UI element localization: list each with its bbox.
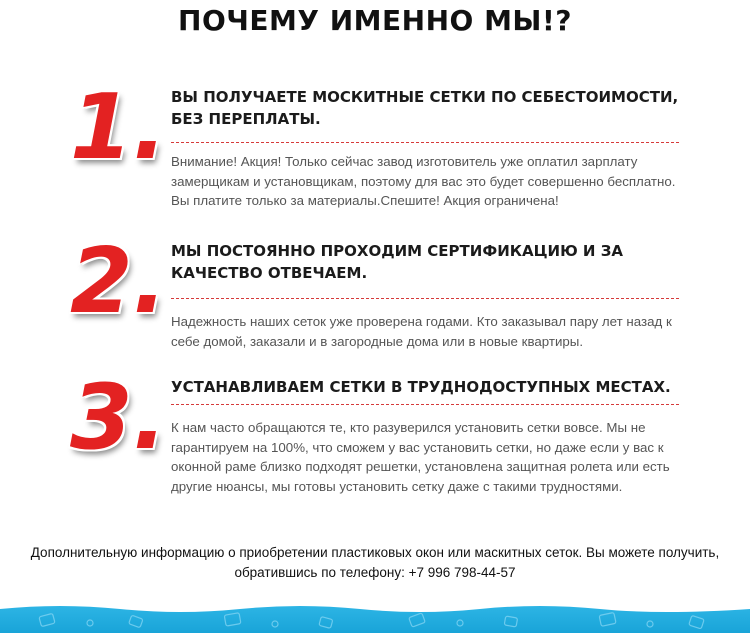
item-number: 3. [70, 365, 167, 470]
item-number: 1. [70, 75, 167, 180]
item-description: Надежность наших сеток уже проверена годами. Кто заказывал пару лет назад к себе домой, заказали и в загородные дома или в новые квартиры. [171, 314, 672, 349]
page-title: ПОЧЕМУ ИМЕННО МЫ!? [178, 4, 572, 37]
item-number: 2. [70, 229, 167, 334]
item-heading: УСТАНАВЛИВАЕМ СЕТКИ В ТРУДНОДОСТУПНЫХ МЕСТАХ. [171, 378, 671, 396]
contact-info-line-2: обратившись по телефону: +7 996 798-44-57 [234, 565, 516, 580]
item-description: К нам часто обращаются те, кто разуверился установить сетки вовсе. Мы не гарантируем на 100%, что сможем у вас установить сетки, но даже если у вас к оконной раме близко подходят решетки, установлена защитная ролета или есть другие нюансы, мы готовы установить сетку даже с такими трудностями. [171, 420, 670, 494]
dashed-divider [171, 404, 679, 405]
contact-info-line-1: Дополнительную информацию о приобретении пластиковых окон или маскитных сеток. Вы можете получить, [30, 545, 720, 560]
dashed-divider [171, 298, 679, 299]
item-heading: МЫ ПОСТОЯННО ПРОХОДИМ СЕРТИФИКАЦИЮ И ЗА КАЧЕСТВО ОТВЕЧАЕМ. [171, 242, 623, 282]
contact-info [0, 543, 750, 583]
item-description: Внимание! Акция! Только сейчас завод изготовитель уже оплатил зарплату замерщикам и установщикам, поэтому для вас это будет совершенно бесплатно. Вы платите только за материалы.Спешите! Акция ограничена! [171, 154, 676, 208]
bottom-decorative-band [0, 603, 750, 633]
band-pattern-icon [0, 603, 750, 633]
item-heading: ВЫ ПОЛУЧАЕТЕ МОСКИТНЫЕ СЕТКИ ПО СЕБЕСТОИМОСТИ, БЕЗ ПЕРЕПЛАТЫ. [171, 88, 679, 128]
dashed-divider [171, 142, 679, 143]
